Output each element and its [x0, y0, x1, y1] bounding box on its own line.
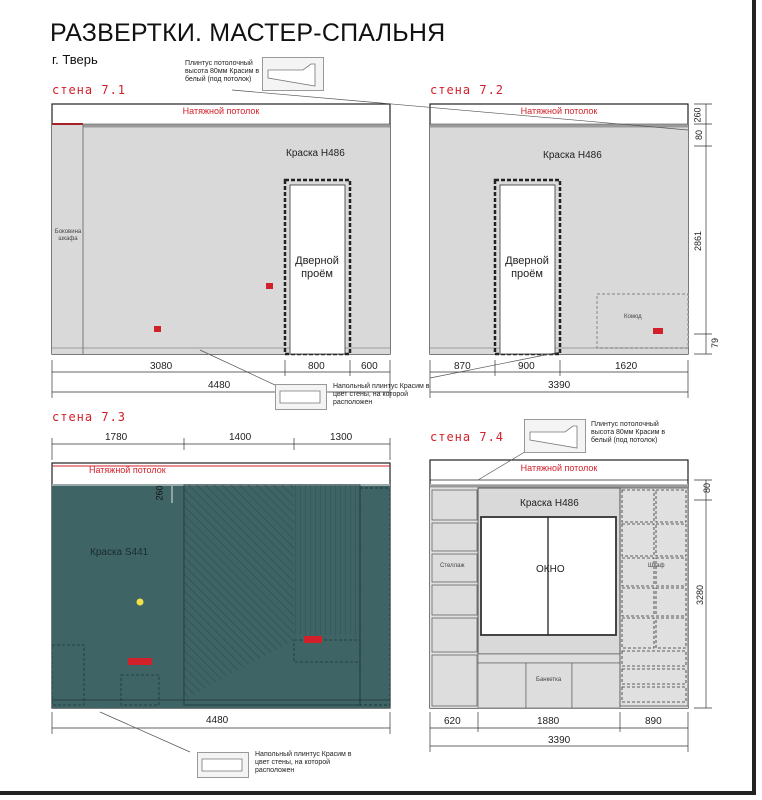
wall-7-4-dim-total: 3390 [548, 735, 571, 746]
wall-7-2-dresser-label: Комод [624, 314, 642, 320]
wall-7-4-label: стена 7.4 [430, 430, 505, 444]
floor-plinth-icon-bottom [197, 752, 249, 778]
wall-7-3-paint-label: Краска S441 [90, 547, 149, 558]
wall-7-2-ceiling-label: Натяжной потолок [520, 106, 598, 116]
wall-7-4-wardrobe-label: Шкаф [648, 563, 665, 569]
page-title: РАЗВЕРТКИ. МАСТЕР-СПАЛЬНЯ [50, 19, 446, 47]
wall-7-3-dim-total: 4480 [206, 715, 229, 726]
wall-7-4-paint-label: Краска Н486 [520, 498, 579, 509]
wall-7-4-window-label: ОКНО [536, 564, 565, 575]
wall-7-4-dim-890: 890 [645, 716, 662, 727]
wall-7-2 [430, 104, 688, 378]
wall-7-4-dim-620: 620 [444, 716, 461, 727]
ceiling-plinth-icon [262, 57, 324, 91]
wall-7-1-cabinet-side-label: Боковина шкафа [54, 229, 82, 242]
wall-7-3-dim-1780: 1780 [105, 432, 128, 443]
wall-7-4-shelving-label: Стеллаж [440, 563, 465, 569]
wall-7-2-vdim-2861: 2861 [693, 230, 704, 252]
floor-plinth-note-bottom: Напольный плинтус Красим в цвет стены, на которой расположен [255, 751, 352, 774]
wall-7-2-vdim-260: 260 [692, 107, 703, 123]
wall-7-1-dim-total: 4480 [208, 380, 231, 391]
wall-7-2-door-label: Дверной проём [505, 255, 549, 280]
ceiling-plinth-note-right: Плинтус потолочный высота 80мм Красим в белый (под потолок) [591, 421, 666, 444]
wall-7-4-vdim-3280: 3280 [695, 584, 706, 606]
wall-7-1-ceiling-label: Натяжной потолок [182, 106, 260, 116]
wall-7-2-dim-total: 3390 [548, 380, 571, 391]
wall-7-2-paint-label: Краска Н486 [543, 150, 602, 161]
wall-7-3-dim-260: 260 [154, 485, 165, 501]
wall-7-3-label: стена 7.3 [52, 410, 127, 424]
wall-7-2-dim-1620: 1620 [615, 361, 638, 372]
wall-7-3-ceiling-label: Натяжной потолок [89, 465, 166, 475]
floor-plinth-note-mid: Напольный плинтус Красим в цвет стены, на которой расположен [333, 383, 430, 406]
wall-7-1-door-label: Дверной проём [295, 255, 339, 280]
wall-7-3 [52, 463, 390, 708]
wall-7-1-dim-600: 600 [361, 361, 378, 372]
wall-7-2-dim-900: 900 [518, 361, 535, 372]
wall-7-2-label: стена 7.2 [430, 83, 505, 97]
wall-7-2-vdim-79: 79 [710, 337, 721, 349]
wall-7-3-dim-1400: 1400 [229, 432, 252, 443]
wall-7-3-dim-1300: 1300 [330, 432, 353, 443]
wall-7-2-vdim-80: 80 [694, 129, 705, 141]
wall-7-4-dim-1880: 1880 [537, 716, 560, 727]
wall-7-1-dim-800: 800 [308, 361, 325, 372]
wall-7-4-bench-label: Банкетка [536, 677, 562, 683]
floor-plinth-icon-mid [275, 384, 327, 410]
page-subtitle: г. Тверь [52, 52, 98, 67]
wall-7-4-vdim-80: 80 [702, 482, 713, 494]
wall-7-4-ceiling-label: Натяжной потолок [520, 463, 598, 473]
wall-7-1-paint-label: Краска Н486 [286, 148, 345, 159]
ceiling-plinth-icon-right [524, 419, 586, 453]
ceiling-plinth-note-top: Плинтус потолочный высота 80мм Красим в белый (под потолок) [185, 60, 260, 83]
wall-7-2-dim-870: 870 [454, 361, 471, 372]
wall-7-1-dim-3080: 3080 [150, 361, 173, 372]
wall-7-1-label: стена 7.1 [52, 83, 127, 97]
